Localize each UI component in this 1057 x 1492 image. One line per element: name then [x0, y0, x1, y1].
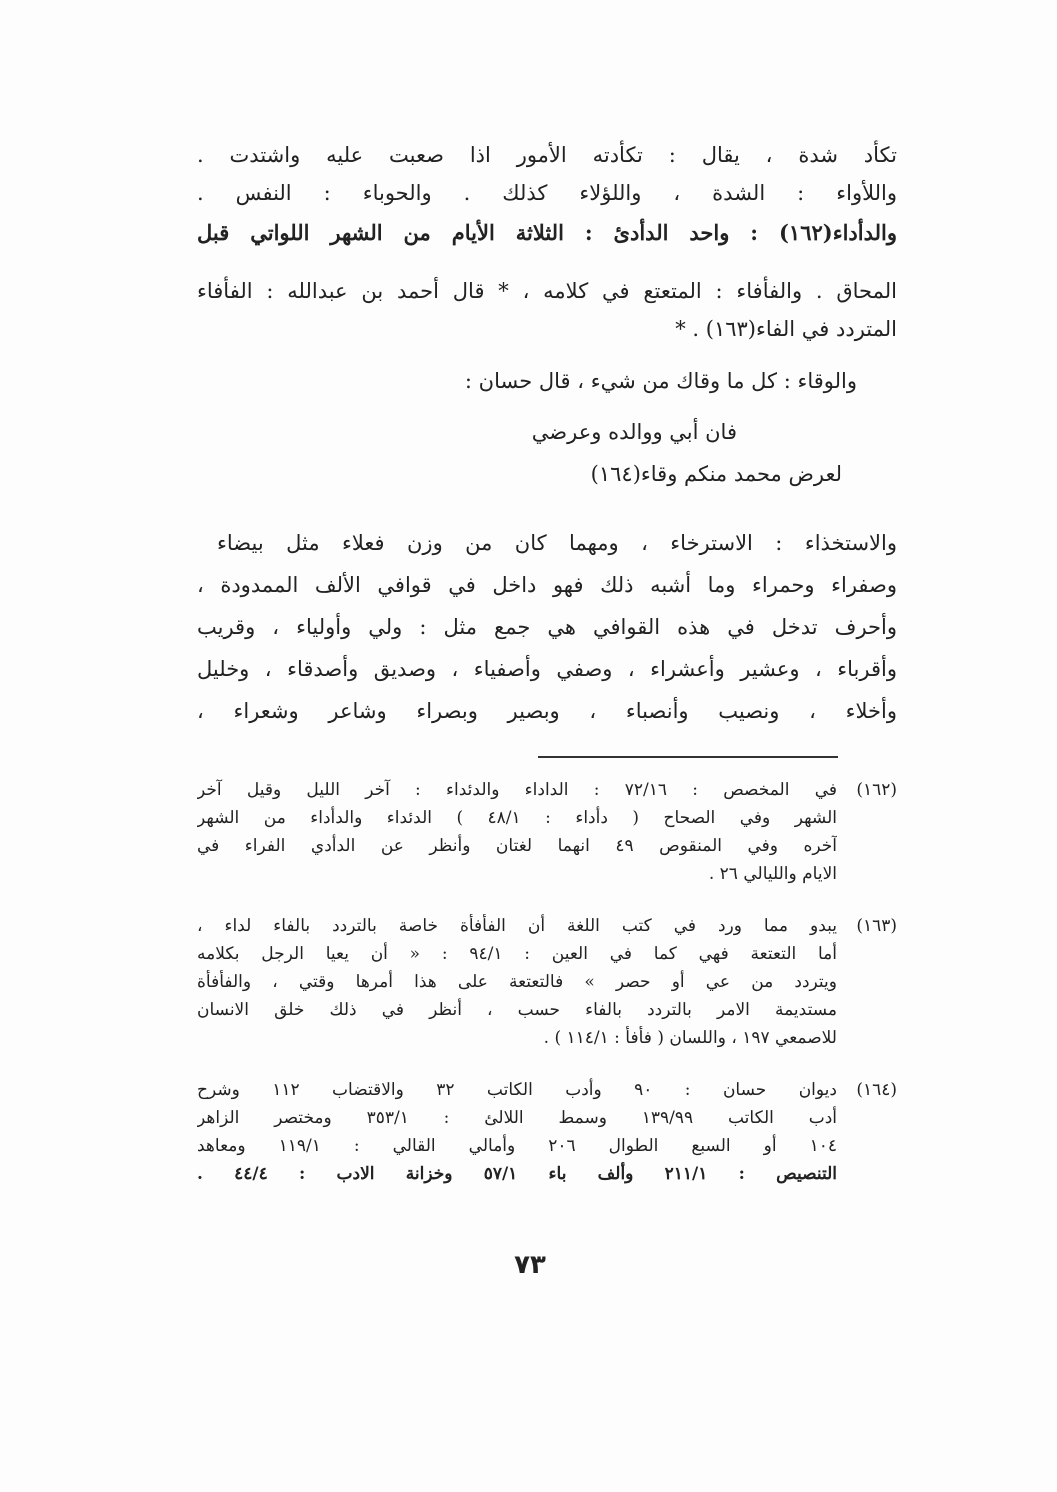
footnote-162-line-4: الايام والليالي ٢٦ . [708, 864, 837, 884]
paragraph-line-3: وأحرف تدخل في هذه القوافي هي جمع مثل : ولي وأولياء ، وقريب [197, 615, 897, 639]
paragraph-line-2: وصفراء وحمراء وما أشبه ذلك فهو داخل في قوافي الألف الممدودة ، [197, 573, 897, 597]
footnote-163-line-2: أما التعتعة فهي كما في العين : ٩٤/١ : « أن يعيا الرجل بكلامه [197, 944, 837, 964]
footnote-163-line-1: يبدو مما ورد في كتب اللغة أن الفأفأة خاصة بالتردد بالفاء لداء ، [197, 916, 837, 936]
footnote-162-line-2: الشهر وفي الصحاح ( دأداء : ٤٨/١ ) الدئداء والدأداء من الشهر [197, 808, 837, 828]
main-line-6: والوقاء : كل ما وقاك من شيء ، قال حسان : [464, 369, 857, 393]
paragraph-line-5: وأخلاء ، ونصيب وأنصباء ، وبصير وبصراء وشاعر وشعراء ، [197, 699, 897, 723]
footnote-divider [538, 756, 838, 758]
paragraph-line-1: والاستخذاء : الاسترخاء ، ومهما كان من وزن فعلاء مثل بيضاء [217, 531, 897, 555]
footnote-number-162: (١٦٢) [856, 780, 897, 800]
verse-line-1: فان أبي ووالده وعرضي [531, 420, 737, 444]
footnote-number-164: (١٦٤) [856, 1080, 897, 1100]
page-number: ٧٣ [514, 1250, 546, 1280]
footnote-number-163: (١٦٣) [856, 916, 897, 936]
main-line-4: المحاق . والفأفاء : المتعتع في كلامه ، * قال أحمد بن عبدالله : الفأفاء [197, 279, 897, 303]
footnote-164-line-3: ١٠٤ أو السبع الطوال ٢٠٦ وأمالي القالي : ١١٩/١ ومعاهد [197, 1136, 837, 1156]
footnote-163-line-3: ويتردد من عي أو حصر » فالتعتعة على هذا أمرها وقتي ، والفأفأة [197, 972, 837, 992]
main-line-3: والدأداء(١٦٢) : واحد الدأدئ : الثلاثة الأيام من الشهر اللواتي قبل [197, 220, 897, 245]
footnote-163-line-4: مستديمة الامر بالتردد بالفاء حسب ، أنظر في ذلك خلق الانسان [197, 1000, 837, 1020]
main-line-5: المتردد في الفاء(١٦٣) . * [675, 317, 897, 341]
main-line-2: واللأواء : الشدة ، واللؤلاء كذلك . والحوباء : النفس . [197, 181, 897, 205]
paragraph-line-4: وأقرباء ، وعشير وأعشراء ، وصفي وأصفياء ، وصديق وأصدقاء ، وخليل [197, 657, 897, 681]
footnote-162-line-3: آخره وفي المنقوص ٤٩ انهما لغتان وأنظر عن الدأدي الفراء في [197, 836, 837, 856]
footnote-164-line-1: ديوان حسان : ٩٠ وأدب الكاتب ٣٢ والاقتضاب ١١٢ وشرح [197, 1080, 837, 1100]
footnote-162-line-1: في المخصص : ٧٢/١٦ : الداداء والدئداء : آخر الليل وقيل آخر [197, 780, 837, 800]
footnote-164-line-2: أدب الكاتب ١٣٩/٩٩ وسمط اللالئ : ٣٥٣/١ ومختصر الزاهر [197, 1108, 837, 1128]
footnote-164-line-4: التنصيص : ٢١١/١ وألف باء ٥٧/١ وخزانة الادب : ٤٤/٤ . [197, 1164, 837, 1184]
verse-line-2: لعرض محمد منكم وقاء(١٦٤) [590, 462, 842, 486]
footnote-163-line-5: للاصمعي ١٩٧ ، واللسان ( فأفأ : ١١٤/١ ) . [543, 1028, 837, 1048]
main-line-1: تكأد شدة ، يقال : تكأدته الأمور اذا صعبت عليه واشتدت . [197, 143, 897, 167]
